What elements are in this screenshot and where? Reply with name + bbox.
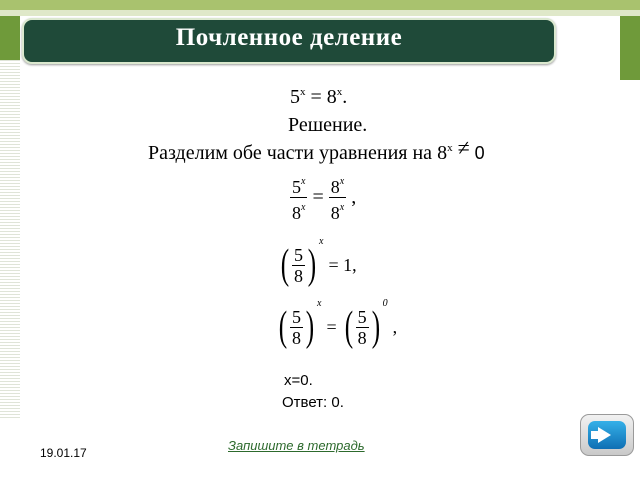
title-banner <box>22 18 556 64</box>
solution-label: Решение. <box>288 114 368 136</box>
fraction-right-5-8: $\frac{5}{8}$ <box>357 306 367 348</box>
arrow-right-icon <box>588 421 626 449</box>
step1-equation: $\frac{5^x}{8^x}$ = $\frac{8^x}{8^x}$ , <box>290 172 356 223</box>
answer-line: Ответ: 0. <box>282 394 344 411</box>
fraction-right: $\frac{8^x}{8^x}$ <box>330 176 345 223</box>
top-decor-bar-light <box>0 10 640 16</box>
result-line: x=0. <box>284 372 313 389</box>
write-in-notebook-link[interactable]: Запишите в тетрадь <box>228 438 365 453</box>
left-stripes-decor <box>0 60 20 420</box>
top-decor-bar <box>0 0 640 10</box>
right-decor-block <box>620 16 640 80</box>
next-slide-button[interactable] <box>580 414 634 456</box>
fraction-left-5-8: $\frac{5}{8}$ <box>292 306 301 348</box>
step3-equation: ( $\frac{5}{8}$ )$^x$ = ( $\frac{5}{8}$ )$^0$ , <box>278 298 398 351</box>
slide-date: 19.01.17 <box>40 446 87 460</box>
main-equation: 5$^x$ = 8$^x$. <box>290 86 348 108</box>
slide-title: Почленное деление <box>175 24 403 51</box>
instruction-line: Разделим обе части уравнения на 8$^x$ ≠ 0 <box>148 135 485 164</box>
step2-equation: ( $\frac{5}{8}$ )$^x$ = 1, <box>280 236 357 289</box>
fraction-5-8: $\frac{5}{8}$ <box>294 244 303 286</box>
fraction-left: $\frac{5^x}{8^x}$ <box>292 176 306 223</box>
